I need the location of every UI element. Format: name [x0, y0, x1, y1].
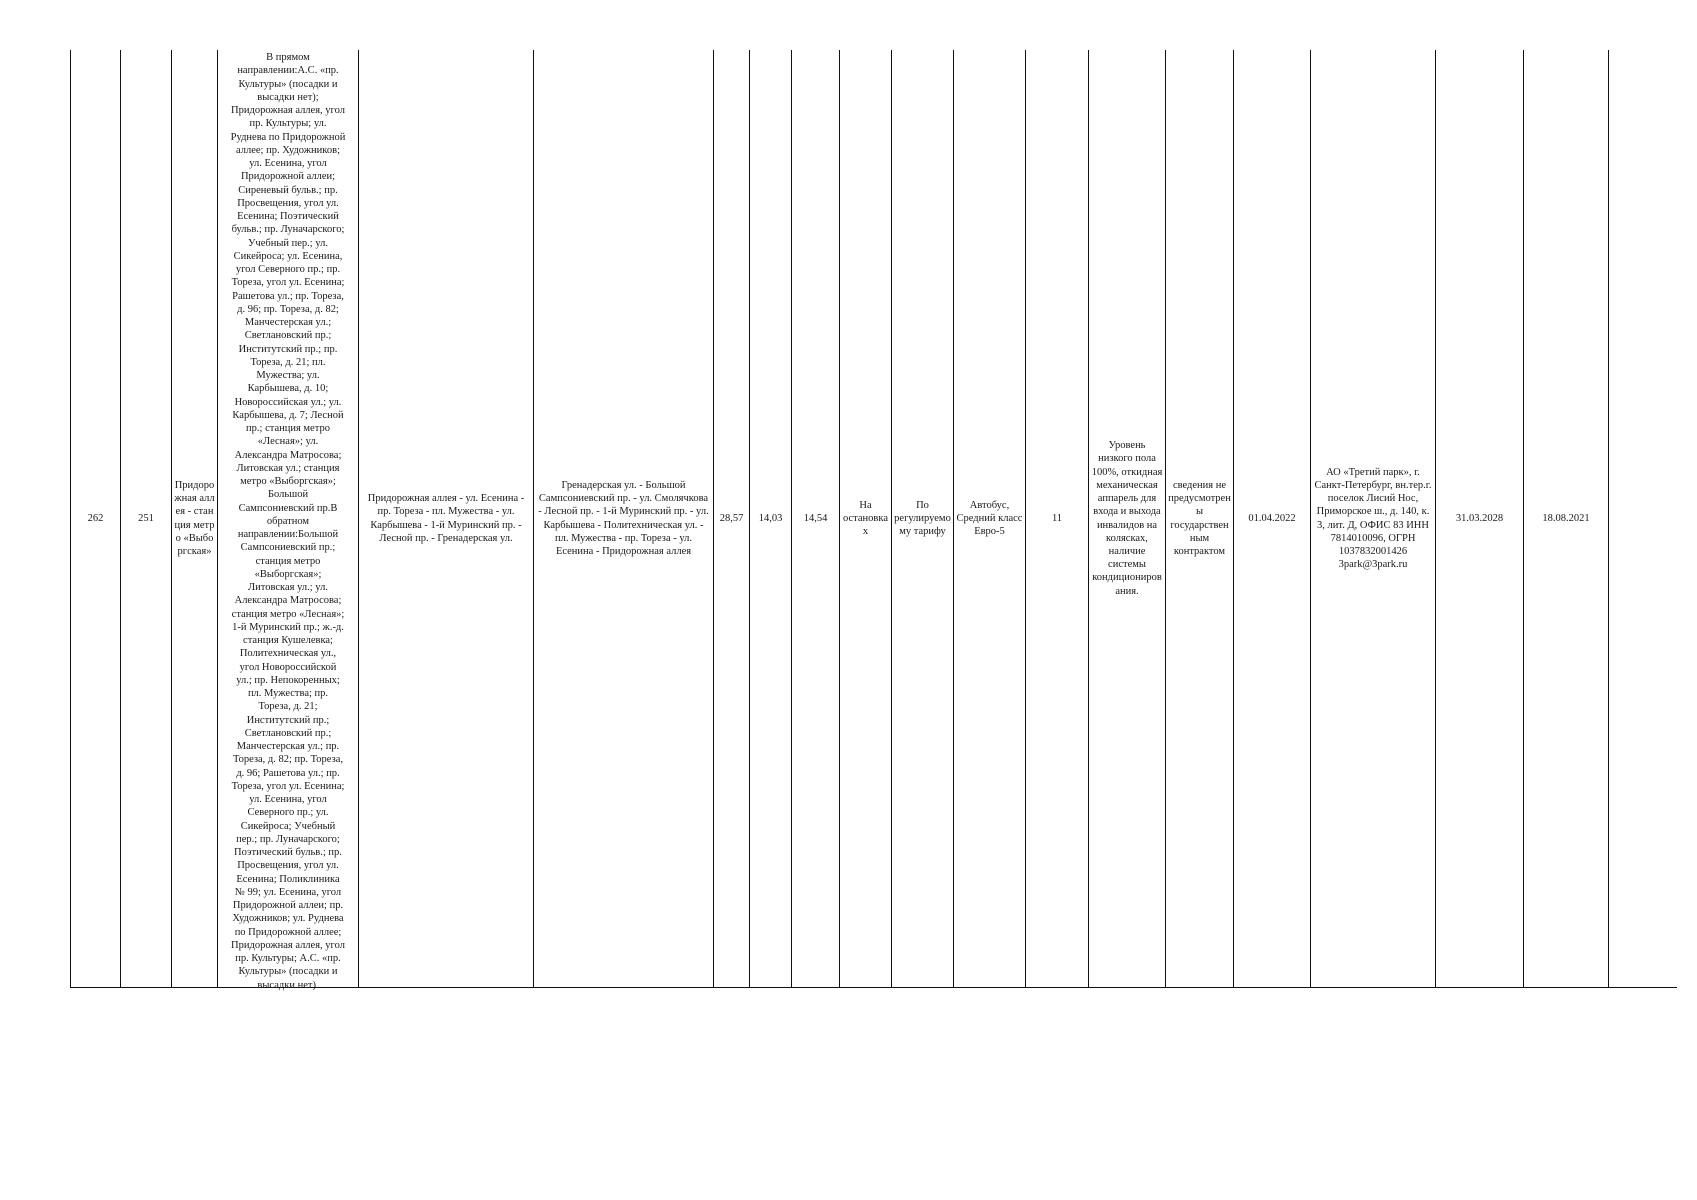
stops-line: Институтский пр.; пр. [238, 343, 338, 355]
routes-table-row [70, 50, 1677, 991]
stops-line: Придорожная аллея, угол [231, 105, 345, 116]
stops-line: Поэтический бульв.; пр. [234, 847, 342, 858]
stops-line: Есенина; Поликлиника [236, 873, 340, 885]
stops-line: Учебный пер.; ул. [248, 237, 328, 249]
cell-reg-number: 262 [71, 50, 121, 987]
stops-line: направлении:А.С. «пр. [237, 65, 339, 77]
stops-line: угол Северного пр.; пр. [235, 264, 341, 275]
cell-stops-list [218, 50, 359, 991]
stops-line: Тореза, угол ул. Есенина; [231, 277, 345, 289]
cell-characteristics: Уровень низкого пола 100%, откидная механическая аппарель для входа и выхода инвалидов на колясках, наличие системы кондиционирования. [1089, 50, 1166, 987]
stops-line: метро «Выборгская»; [240, 476, 336, 487]
stops-line: Культуры» (посадки и [238, 966, 338, 978]
stops-line: станция Кушелевка; [243, 635, 333, 646]
cell-end-date: 31.03.2028 [1436, 50, 1524, 987]
stops-line: Манчестерская ул.; [244, 317, 332, 328]
stops-line: Просвещения, угол ул. [237, 197, 339, 209]
stops-line: пр.; станция метро [246, 423, 330, 434]
stops-line: бульв.; пр. Луначарского; [231, 224, 345, 236]
stops-line: Сампсониевский пр.; [240, 542, 336, 554]
stops-line: Рашетова ул.; пр. Тореза, [232, 290, 344, 302]
stops-line: угол Новороссийской [239, 661, 337, 673]
stops-line: Карбышева, д. 7; Лесной [232, 409, 344, 421]
stops-line: Литовская ул.; станция [236, 462, 340, 474]
stops-line: Тореза, д. 82; пр. Тореза, [232, 754, 344, 766]
stops-line: В прямом [266, 52, 310, 63]
stops-line: Просвещения, угол ул. [237, 860, 339, 872]
cell-vehicle: Автобус, Средний класс Евро-5 [954, 50, 1026, 987]
stops-line: обратном [266, 515, 310, 527]
stops-line: станция метро [255, 555, 321, 567]
stops-line: 1-й Муринский пр.; ж.-д. [232, 621, 344, 633]
stops-line: Большой [267, 489, 309, 501]
stops-line: Северного пр.; ул. [247, 807, 329, 819]
stops-line: пр. Культуры; ул. [249, 118, 327, 130]
stops-line: Литовская ул.; ул. [248, 582, 328, 593]
stops-line: Культуры» (посадки и [238, 78, 338, 90]
stops-line: Руднева по Придорожной [230, 131, 346, 143]
stops-line: по Придорожной аллее; [234, 926, 342, 938]
stops-line: направлении:Большой [237, 529, 339, 540]
cell-vehicle-count: 11 [1026, 50, 1089, 987]
cell-fare-type: По регулируемому тарифу [892, 50, 954, 987]
stops-line: Есенина; Поэтический [237, 211, 339, 222]
stops-line: Манчестерская ул.; пр. [236, 741, 340, 752]
stops-line: пл. Мужества; пр. [247, 688, 329, 699]
stops-line: Придорожной аллеи; [240, 171, 336, 183]
stops-line: Художников; ул. Руднева [232, 913, 344, 925]
stops-line: станция метро «Лесная»; [231, 608, 345, 620]
stops-line: Светлановский пр.; [244, 330, 332, 342]
stops-line: ул.; пр. Непокоренных; [236, 674, 340, 686]
stops-line: Тореза, д. 21; [258, 701, 318, 713]
stops-line: высадки нет). [257, 979, 319, 991]
stops-line: Институтский пр.; [246, 714, 330, 726]
stops-line: Сикейроса; ул. Есенина, [233, 250, 343, 262]
cell-carrier: АО «Третий парк», г. Санкт-Петербург, вн.тер.г. поселок Лисий Нос, Приморское ш., д. 140, к. 3, лит. Д, ОФИС 83 ИНН 7814010096, ОГРН 1037832001426 3park@3park.ru [1311, 50, 1436, 987]
stops-line: Александра Матросова; [234, 595, 342, 607]
stops-line: ул. Есенина, угол [249, 794, 327, 805]
cell-start-date: 01.04.2022 [1234, 50, 1311, 987]
stops-line: Тореза, д. 21; пл. [250, 356, 326, 368]
stops-line: Карбышева, д. 10; [247, 383, 329, 395]
stops-line: Придорожная аллея, угол [231, 939, 345, 951]
stops-line: «Выборгская»; [254, 568, 322, 580]
cell-contract-info: сведения не предусмотрены государственным контрактом [1166, 50, 1234, 987]
stops-line: ул. Есенина, угол [249, 158, 327, 169]
stops-line: пер.; пр. Луначарского; [236, 833, 340, 845]
cell-length-backward: 14,03 [750, 50, 792, 987]
stops-line: д. 96; Рашетова ул.; пр. [236, 767, 340, 779]
stops-line: Новороссийская ул.; ул. [234, 396, 342, 408]
cell-backward-streets: Гренадерская ул. - Большой Сампсониевский пр. - ул. Смолячкова - Лесной пр. - 1-й Муринский пр. - ул. Карбышева - Политехническая ул. - пл. Мужества - пр. Тореза - ул. Есенина - Придорожная аллея [534, 50, 714, 987]
cell-forward-streets: Придорожная аллея - ул. Есенина - пр. Тореза - пл. Мужества - ул. Карбышева - 1-й Муринский пр. - Лесной пр. - Гренадерская ул. [359, 50, 534, 987]
stops-line: Мужества; ул. [256, 370, 320, 381]
stops-line: Политехническая ул., [239, 648, 337, 660]
cell-length-total: 14,54 [792, 50, 840, 987]
cell-length-forward: 28,57 [714, 50, 750, 987]
stops-line: Тореза, угол ул. Есенина; [231, 780, 345, 792]
stops-line: № 99; ул. Есенина, угол [234, 886, 342, 898]
stops-line: пр. Культуры; А.С. «пр. [235, 953, 341, 964]
stops-line: Сиреневый бульв.; пр. [238, 184, 338, 196]
stops-line: д. 96; пр. Тореза, д. 82; [237, 303, 339, 315]
cell-stop-order: На остановках [840, 50, 892, 987]
cell-note [1609, 50, 1677, 987]
stops-line: Придорожной аллеи; пр. [232, 900, 344, 911]
stops-line: «Лесная»; ул. [257, 436, 319, 448]
stops-text [220, 51, 356, 992]
stops-line: Сикейроса; Учебный [240, 820, 336, 832]
stops-line: высадки нет); [257, 91, 319, 103]
stops-line: аллее; пр. Художников; [236, 144, 340, 156]
cell-route-name: Придорожная аллея - станция метро «Выборгская» [172, 50, 218, 987]
stops-line: Сампсониевский пр.В [238, 502, 338, 514]
stops-line: Светлановский пр.; [244, 727, 332, 739]
stops-line: Александра Матросова; [234, 449, 342, 461]
cell-route-number: 251 [121, 50, 172, 987]
cell-change-date: 18.08.2021 [1524, 50, 1609, 987]
